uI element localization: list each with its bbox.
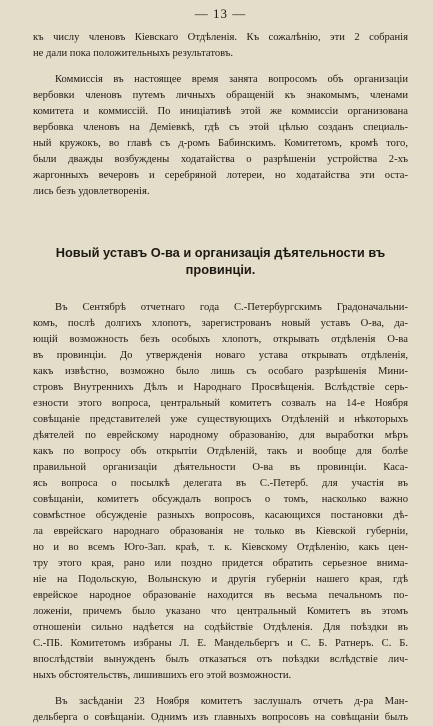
- text-line: езности этого вопроса, центральный комитетъ созвалъ на 14-е Ноября: [33, 398, 408, 409]
- text-line: какъ извѣстно, возможно было лишь съ особаго разрѣшенія Мини-: [33, 366, 408, 377]
- text-line: лись безъ удовлетворенія.: [33, 186, 150, 197]
- text-line: ныхъ обстоятельствъ, лишившихъ его этой возможности.: [33, 670, 292, 681]
- text-line: Въ засѣданіи 23 Ноября комитетъ заслушалъ отчетъ д-ра Ман-: [55, 696, 408, 707]
- paragraph-4: [33, 694, 408, 726]
- text-line: не дали пока положительныхъ результатовъ.: [33, 48, 233, 59]
- text-line: ла еврейскаго народнаго образованія не только въ Кіевской губерніи,: [33, 526, 408, 537]
- text-line: жаргонныхъ вечеровъ и серебряной лотереи, но ходатайства эти оста-: [33, 170, 408, 181]
- text-line: ющій возможность безъ особыхъ хлопотъ, открывать отдѣленія О-ва: [33, 334, 408, 345]
- text-line: впослѣдствіи вынужденъ былъ отказаться отъ поѣздки вслѣдствіе лич-: [33, 654, 408, 665]
- paragraph-3: [33, 300, 408, 684]
- text-line: въ провинціи. До утвержденія новаго устава открывать отдѣленія,: [33, 350, 408, 361]
- text-line: тру этого края, рано или поздно придется обратить серьезное внима-: [33, 558, 408, 569]
- text-line: Коммиссія въ настоящее время занята вопросомъ объ организаціи: [55, 74, 408, 85]
- text-line: совѣщаніи, комитетъ обсуждалъ вопросъ о томъ, насколько важно: [33, 494, 408, 505]
- text-line: были дважды возбуждены ходатайства о разрѣшеніи устройства 2-хъ: [33, 154, 408, 165]
- text-line: ніе на Подольскую, Волынскую и другія губерніи нашего края, гдѣ: [33, 574, 408, 585]
- text-line: стровъ Внутреннихъ Дѣлъ и Народнаго Просвѣщенія. Вслѣдствіе серь-: [33, 382, 408, 393]
- text-line: вербовки членовъ путемъ личныхъ обращеній къ знакомымъ, членами: [33, 90, 408, 101]
- text-line: комитета и коммиссій. По иниціативѣ этой же коммиссіи организована: [33, 106, 408, 117]
- text-line: ясь вопроса о посылкѣ делегата въ С.-Петерб. для участія въ: [33, 478, 408, 489]
- text-line: правильной организаціи дѣятельности О-ва въ провинціи. Каса-: [33, 462, 408, 473]
- paragraph-1: [33, 30, 408, 62]
- text-line: комъ, послѣ долгихъ хлопотъ, зарегистрованъ новый уставъ О-ва, да-: [33, 318, 408, 329]
- section-heading: Новый уставъ О-ва и организація дѣятельности въ провинціи.: [55, 245, 386, 277]
- text-line: совмѣстное обсужденіе разныхъ вопросовъ, касающихся постановки дѣ-: [33, 510, 408, 521]
- text-line: ный кружокъ, во главѣ съ д-ромъ Бабинскимъ. Комитетомъ, кромѣ того,: [33, 138, 408, 149]
- paragraph-2: [33, 72, 408, 200]
- text-line: какъ по вопросу объ открытіи Отдѣленій, такъ и вообще для болѣе: [33, 446, 408, 457]
- text-line: къ числу членовъ Кіевскаго Отдѣленія. Къ сожалѣнію, эти 2 собранія: [33, 32, 408, 43]
- text-line: Въ Сентябрѣ отчетнаго года С.-Петербургскимъ Градоначальни-: [55, 302, 408, 313]
- text-line: но и во всемъ Юго-Зап. краѣ, т. к. Кіевскому Отдѣленію, какъ цен-: [33, 542, 408, 553]
- text-line: ложеніи, причемъ было указано что центральный Комитетъ въ этомъ: [33, 606, 408, 617]
- text-line: отношеніи сильно надѣется на содѣйствіе Отдѣленія. Для поѣздки въ: [33, 622, 408, 633]
- page-number: — 13 —: [194, 6, 247, 21]
- text-line: дельберга о совѣщаніи. Однимъ изъ главныхъ вопросовъ на совѣщаніи былъ: [33, 712, 408, 723]
- text-line: вербовка членовъ на Деміевкѣ, гдѣ съ этой цѣлью созданъ специаль-: [33, 122, 408, 133]
- text-line: С.-ПБ. Комитетомъ избраны Л. Е. Мандельбергъ и С. Б. Ратнеръ. С. Б.: [33, 638, 408, 649]
- text-line: еврейское народное образованіе находится въ весьма печальномъ по-: [33, 590, 408, 601]
- text-line: дѣятелей по еврейскому народному образованію, для выработки мѣръ: [33, 430, 408, 441]
- text-line: совѣщаніе представителей уже существующихъ Отдѣленій и нѣкоторыхъ: [33, 414, 408, 425]
